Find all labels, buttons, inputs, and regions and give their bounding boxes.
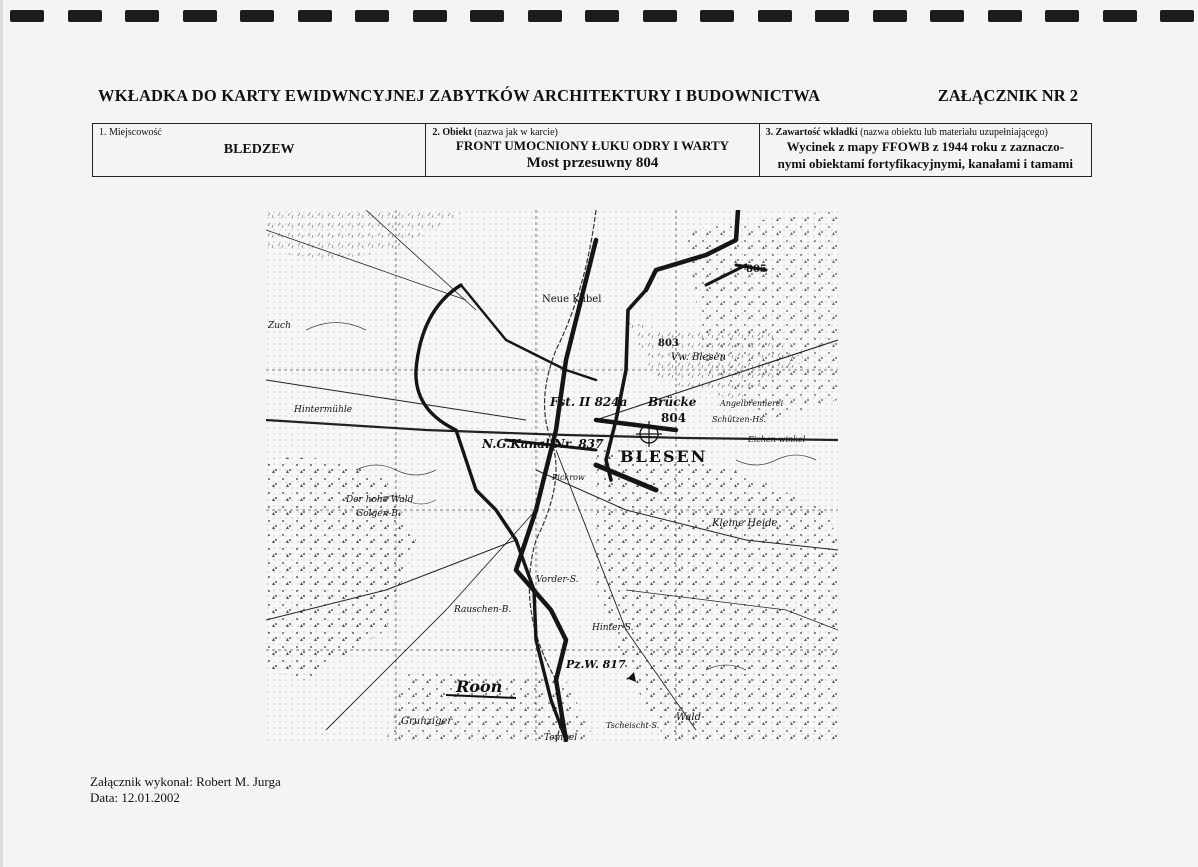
binding-hole (355, 10, 389, 22)
binding-hole (873, 10, 907, 22)
binding-hole (758, 10, 792, 22)
map-label-805: 805 (746, 264, 767, 275)
map-image (266, 210, 838, 742)
map-label-fst: Fst. II 824a (550, 395, 628, 409)
map-label-roon: Roon (456, 677, 503, 696)
location-label: 1. Miejscowość (99, 127, 162, 138)
map-label-vorder: Vorder-S. (536, 575, 579, 585)
map-label-town: BLESEN (620, 447, 708, 466)
attachment-number: ZAŁĄCZNIK NR 2 (937, 86, 1078, 105)
document-footer (90, 774, 281, 806)
map-label-vw-blesen: Vw. Blesen (671, 352, 726, 363)
map-label-zuch: Zuch (268, 321, 291, 331)
map-label-pickrow: Pickrow (552, 473, 585, 482)
content-value-line2: nymi obiektami fortyfikacyjnymi, kanałami i tamami (777, 156, 1074, 171)
map-label-wald: Wald (676, 712, 701, 723)
content-cell (760, 124, 1091, 176)
info-table (92, 123, 1092, 177)
binding-hole (183, 10, 217, 22)
map-label-kleine-heide: Kleine Heide (712, 518, 778, 529)
map-label-hinter: Hinter-S. (592, 623, 634, 633)
content-label-note: (nazwa obiektu lub materiału uzupełniającego) (857, 127, 1048, 138)
binding-hole (10, 10, 44, 22)
map-label-golgen: Golgen-B. (356, 509, 401, 519)
binding-hole (1045, 10, 1079, 22)
binding-hole (125, 10, 159, 22)
location-cell (93, 124, 426, 176)
document-title: WKŁADKA DO KARTY EWIDWNCYJNEJ ZABYTKÓW ARCHITEKTURY I BUDOWNICTWA (98, 86, 821, 105)
binding-hole (413, 10, 447, 22)
page-edge (0, 0, 3, 867)
binding-hole (1103, 10, 1137, 22)
content-label (766, 127, 1085, 138)
binding-hole (930, 10, 964, 22)
map-label-tscheisch: Tscheischt-S. (606, 721, 660, 730)
map-label-ng-kanal: N.G.Kanal Nr. 837 (482, 437, 604, 451)
content-value-line1: Wycinek z mapy FFOWB z 1944 roku z zaznaczo- (786, 139, 1064, 154)
binding-hole (988, 10, 1022, 22)
map-label-pzw: Pz.W. 817 (566, 658, 626, 671)
binding-hole (700, 10, 734, 22)
object-cell (426, 124, 759, 176)
binding-hole (470, 10, 504, 22)
map-label-eichen: Eichen-winkel (748, 435, 806, 444)
binding-hole (298, 10, 332, 22)
map-label-neue-kubel: Neue Kubel (542, 294, 602, 305)
document-header (98, 86, 1078, 108)
object-label (432, 127, 752, 138)
map-label-ziegelbruch: Angelbrennerei (720, 399, 784, 408)
map-label-schutzen: Schützen-Hs. (712, 415, 766, 424)
map-label-dermische: Der hohe Wald (346, 495, 414, 505)
map-label-804: 804 (661, 411, 687, 425)
object-label-bold: 2. Obiekt (432, 127, 472, 138)
map-label-tempel: Tempel (544, 733, 578, 742)
object-label-note: (nazwa jak w karcie) (471, 127, 558, 138)
map-label-grunziger: Grunziger (401, 716, 453, 727)
binding-hole (240, 10, 274, 22)
binding-hole (68, 10, 102, 22)
binding-hole (643, 10, 677, 22)
map-label-rausche: Rauschen-B. (454, 605, 512, 615)
object-value-line2: Most przesuwny 804 (526, 155, 659, 171)
footer-author: Załącznik wykonał: Robert M. Jurga (90, 774, 281, 789)
object-value-line1: FRONT UMOCNIONY ŁUKU ODRY I WARTY (455, 138, 730, 153)
map-label-803: 803 (658, 338, 679, 349)
binding-hole (815, 10, 849, 22)
footer-date: Data: 12.01.2002 (90, 790, 180, 805)
binding-hole (585, 10, 619, 22)
map-label-brucke: Brücke (648, 395, 697, 409)
map-label-hintermuhle: Hintermühle (294, 405, 353, 415)
binding-hole (528, 10, 562, 22)
content-label-bold: 3. Zawartość wkładki (765, 127, 858, 138)
binding-holes (0, 10, 1198, 26)
map-excerpt (266, 210, 838, 742)
binding-hole (1160, 10, 1194, 22)
location-value: BLEDZEW (223, 142, 295, 157)
